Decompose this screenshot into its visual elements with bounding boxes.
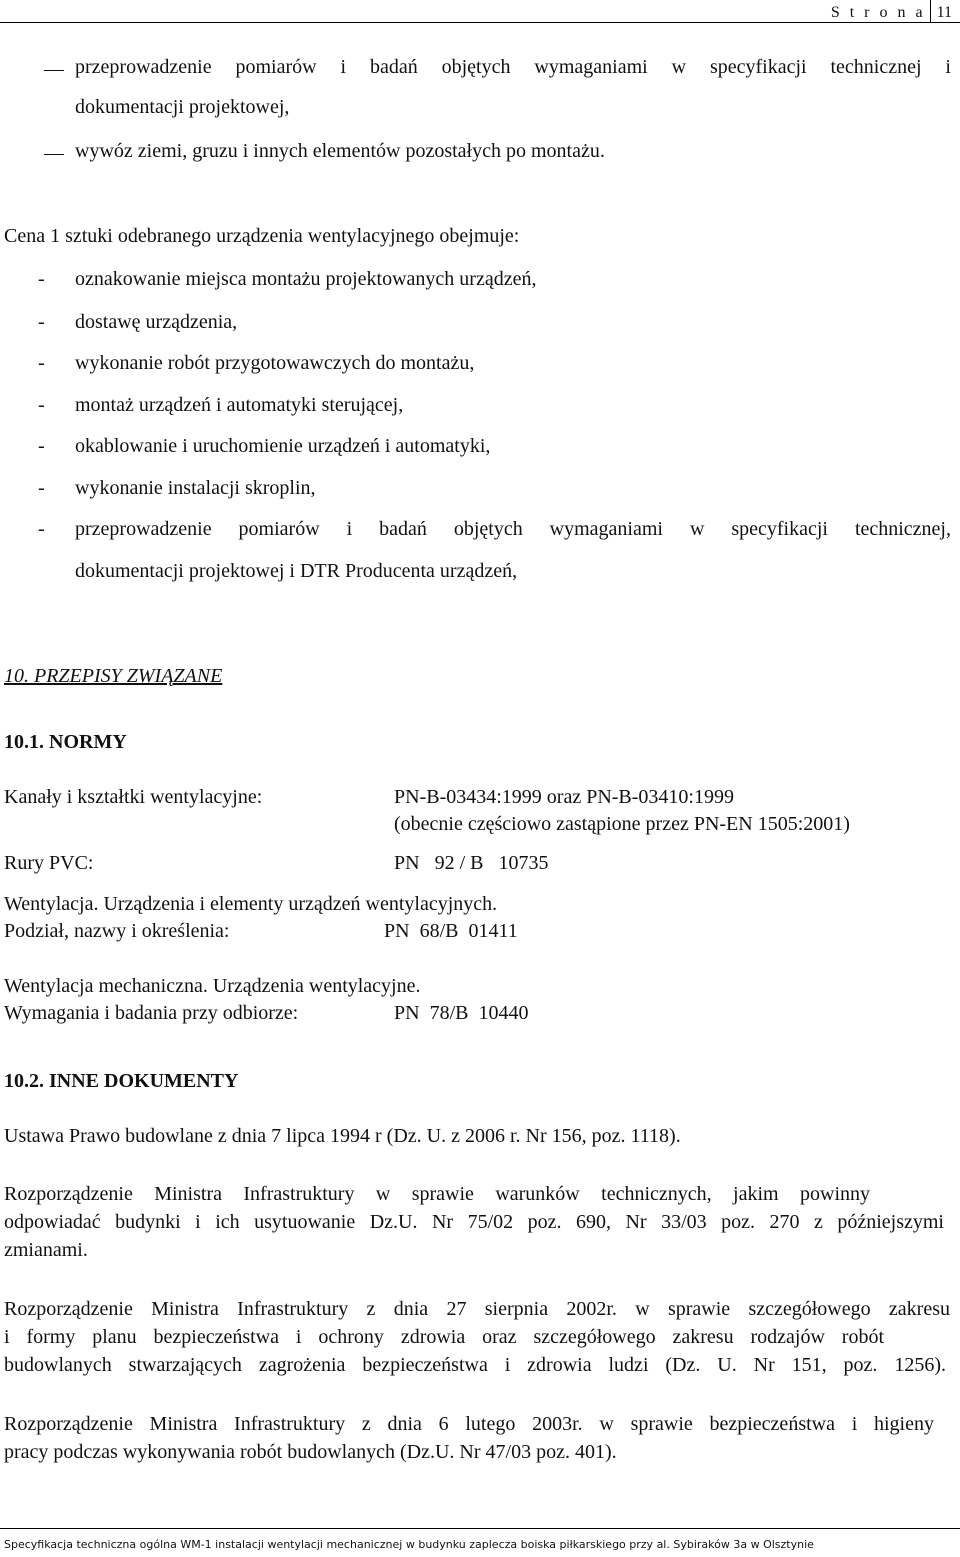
norm-value: PN 92 / B 10735 <box>394 852 549 874</box>
norm-label: Kanały i kształtki wentylacyjne: <box>4 786 263 808</box>
list-item: wywóz ziemi, gruzu i innych elementów pozostałych po montażu. <box>75 140 605 162</box>
page-number-header <box>831 0 952 22</box>
bullet: - <box>38 268 45 290</box>
list-item-cont: dokumentacji projektowej, <box>75 96 290 118</box>
bullet: - <box>38 394 45 416</box>
norm-value: PN 68/B 01411 <box>384 920 518 942</box>
paragraph: Ustawa Prawo budowlane z dnia 7 lipca 1994 r (Dz. U. z 2006 r. Nr 156, poz. 1118). <box>4 1125 681 1147</box>
list-item: przeprowadzenie pomiarów i badań objętych wymaganiami w specyfikacji technicznej, <box>75 518 951 540</box>
subsection-heading: 10.2. INNE DOKUMENTY <box>4 1070 239 1092</box>
header-rule <box>0 22 960 23</box>
paragraph-line: zmianami. <box>4 1239 88 1261</box>
bullet: - <box>38 435 45 457</box>
dash-bullet <box>44 154 64 155</box>
bullet: - <box>38 311 45 333</box>
list-item: wykonanie instalacji skroplin, <box>75 477 316 499</box>
bullet: - <box>38 477 45 499</box>
page-number: 11 <box>936 4 952 21</box>
list-item: dostawę urządzenia, <box>75 311 238 333</box>
paragraph-line: budowlanych stwarzających zagrożenia bezpieczeństwa i zdrowia ludzi (Dz. U. Nr 151, poz. 1256). <box>4 1354 946 1376</box>
list-item: okablowanie i uruchomienie urządzeń i automatyki, <box>75 435 491 457</box>
list-item: oznakowanie miejsca montażu projektowanych urządzeń, <box>75 268 537 290</box>
paragraph-line: Rozporządzenie Ministra Infrastruktury z dnia 6 lutego 2003r. w sprawie bezpieczeństwa i higieny <box>4 1413 934 1435</box>
list-item: montaż urządzeń i automatyki sterującej, <box>75 394 404 416</box>
page-label: S t r o n a <box>830 4 926 21</box>
norm-title: Wentylacja mechaniczna. Urządzenia wentylacyjne. <box>4 975 421 997</box>
norm-value: PN-B-03434:1999 oraz PN-B-03410:1999 <box>394 786 734 808</box>
dash-bullet <box>44 70 64 71</box>
norm-label: Podział, nazwy i określenia: <box>4 920 230 942</box>
paragraph-line: pracy podczas wykonywania robót budowlanych (Dz.U. Nr 47/03 poz. 401). <box>4 1441 617 1463</box>
list-item: przeprowadzenie pomiarów i badań objętych wymaganiami w specyfikacji technicznej i <box>75 56 951 78</box>
paragraph-line: i formy planu bezpieczeństwa i ochrony zdrowia oraz szczegółowego zakresu rodzajów robót <box>4 1326 884 1348</box>
bullet: - <box>38 352 45 374</box>
paragraph-line: odpowiadać budynki i ich usytuowanie Dz.U. Nr 75/02 poz. 690, Nr 33/03 poz. 270 z późniejszymi <box>4 1211 944 1233</box>
bullet: - <box>38 518 45 540</box>
section-heading: 10. PRZEPISY ZWIĄZANE <box>4 665 223 687</box>
list-item-cont: dokumentacji projektowej i DTR Producenta urządzeń, <box>75 560 518 582</box>
norm-note: (obecnie częściowo zastąpione przez PN-EN 1505:2001) <box>394 813 850 835</box>
subsection-heading: 10.1. NORMY <box>4 731 127 753</box>
norm-value: PN 78/B 10440 <box>394 1002 529 1024</box>
footer-rule <box>0 1528 960 1529</box>
header-separator <box>930 0 931 22</box>
paragraph-line: Rozporządzenie Ministra Infrastruktury w sprawie warunków technicznych, jakim powinny <box>4 1183 870 1205</box>
list-item: wykonanie robót przygotowawczych do montażu, <box>75 352 475 374</box>
page-footer: Specyfikacja techniczna ogólna WM-1 instalacji wentylacji mechanicznej w budynku zaplecza boiska piłkarskiego przy al. Sybiraków 3a w Olsztynie <box>4 1538 814 1551</box>
paragraph-line: Rozporządzenie Ministra Infrastruktury z dnia 27 sierpnia 2002r. w sprawie szczegółowego zakresu <box>4 1298 950 1320</box>
norm-label: Rury PVC: <box>4 852 94 874</box>
price-intro: Cena 1 sztuki odebranego urządzenia wentylacyjnego obejmuje: <box>4 225 520 247</box>
norm-label: Wymagania i badania przy odbiorze: <box>4 1002 299 1024</box>
norm-title: Wentylacja. Urządzenia i elementy urządzeń wentylacyjnych. <box>4 893 498 915</box>
